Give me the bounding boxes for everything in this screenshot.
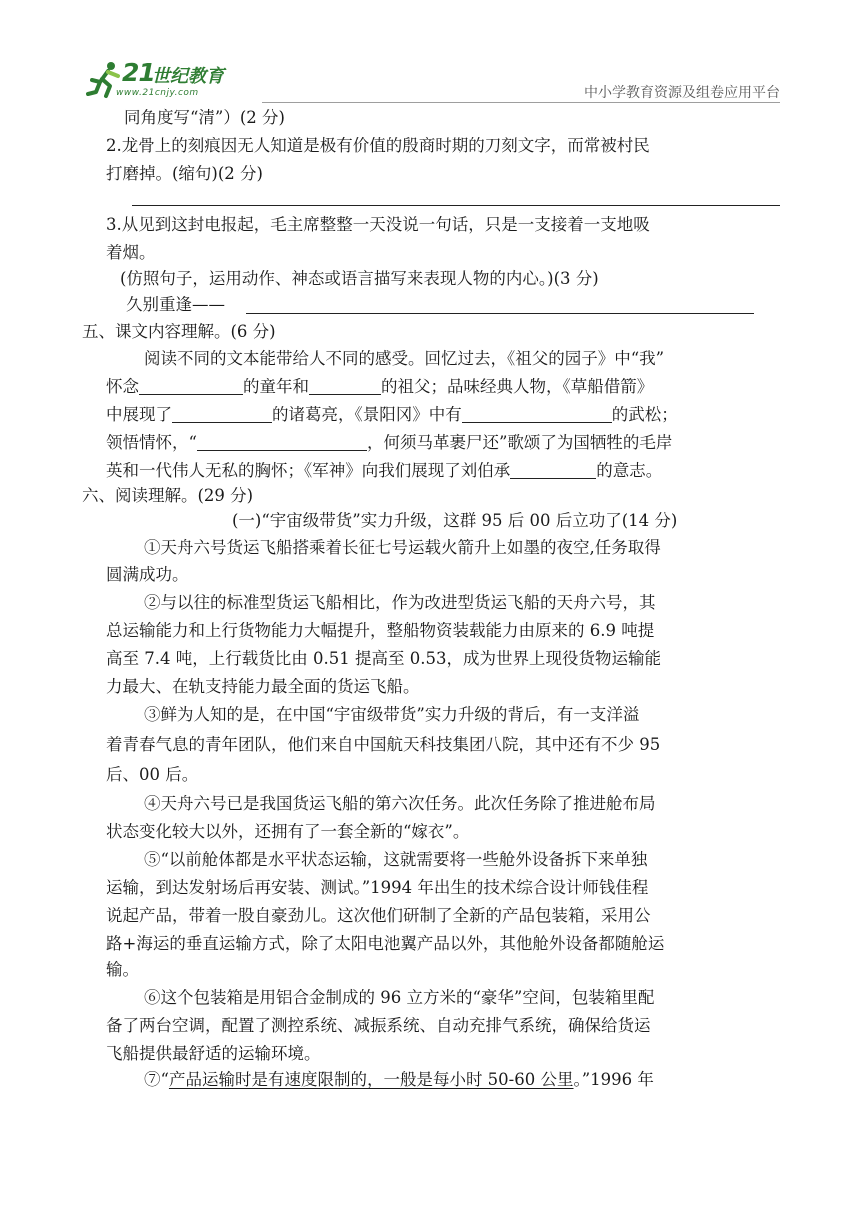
paragraph-3: ③鲜为人知的是，在中国“宇宙级带货”实力升级的背后，有一支洋溢 xyxy=(144,705,640,724)
paragraph-2: ②与以往的标准型货运飞船相比，作为改进型货运飞船的天舟六号，其 xyxy=(144,593,656,612)
q4-item3-prompt: 久别重逢—— xyxy=(126,295,225,314)
paragraph-5-cont: 说起产品，带着一股自豪劲儿。这次他们研制了全新的产品包装箱，采用公 xyxy=(106,906,651,925)
sec5-line-2: 怀念 的童年和 的祖父；品味经典人物，《草船借箭》 xyxy=(106,377,654,396)
blank-2[interactable] xyxy=(309,376,381,395)
blank-4[interactable] xyxy=(462,404,612,423)
paragraph-7: ⑦“产品运输时是有速度限制的，一般是每小时 50-60 公里。”1996 年 xyxy=(144,1070,654,1089)
blank-3[interactable] xyxy=(172,404,272,423)
logo-url: www.21cnjy.com xyxy=(116,88,199,98)
section-6-title: 六、阅读理解。(29 分) xyxy=(82,486,254,505)
answer-line-3[interactable] xyxy=(246,313,754,314)
sec5-line-4: 领悟情怀，“ ，何须马革裹尸还”歌颂了为国牺牲的毛岸 xyxy=(106,433,673,452)
blank-5[interactable] xyxy=(197,432,367,451)
q4-item3-cont: 着烟。 xyxy=(106,243,156,262)
paragraph-3-cont: 后、00 后。 xyxy=(106,765,199,784)
paragraph-6-cont: 飞船提供最舒适的运输环境。 xyxy=(106,1044,321,1063)
passage-title: (一)“宇宙级带货”实力升级，这群 95 后 00 后立功了(14 分) xyxy=(232,511,678,530)
paragraph-2-cont: 总运输能力和上行货物能力大幅提升，整船物资装载能力由原来的 6.9 吨提 xyxy=(106,621,655,640)
paragraph-5-cont: 路+海运的垂直运输方式，除了太阳电池翼产品以外，其他舱外设备都随舱运 xyxy=(106,934,665,953)
q4-item2-cont: 打磨掉。(缩句)(2 分) xyxy=(106,164,263,183)
paragraph-6: ⑥这个包装箱是用铝合金制成的 96 立方米的“豪华”空间，包装箱里配 xyxy=(144,988,655,1007)
sec5-line-5: 英和一代伟人无私的胸怀；《军神》向我们展现了刘伯承 的意志。 xyxy=(106,461,663,480)
underlined-sentence: 产品运输时是有速度限制的，一般是每小时 50-60 公里 xyxy=(168,1070,574,1089)
header-divider xyxy=(262,102,780,103)
paragraph-1-cont: 圆满成功。 xyxy=(106,565,189,584)
paragraph-1: ①天舟六号货运飞船搭乘着长征七号运载火箭升上如墨的夜空,任务取得 xyxy=(144,538,661,557)
sec5-line-3: 中展现了 的诸葛亮，《景阳冈》中有 的武松； xyxy=(106,405,678,424)
paragraph-5: ⑤“以前舱体都是水平状态运输，这就需要将一些舱外设备拆下来单独 xyxy=(144,850,648,869)
paragraph-4-cont: 状态变化较大以外，还拥有了一套全新的“嫁衣”。 xyxy=(106,822,470,841)
blank-1[interactable] xyxy=(139,376,243,395)
q4-line: 同角度写“清”）(2 分) xyxy=(124,108,285,127)
platform-name: 中小学教育资源及组卷应用平台 xyxy=(584,85,780,101)
answer-line-2[interactable] xyxy=(132,205,780,206)
paragraph-5-cont: 输。 xyxy=(106,960,139,979)
paragraph-3-cont: 着青春气息的青年团队，他们来自中国航天科技集团八院，其中还有不少 95 xyxy=(106,735,661,754)
logo-text: 世纪教育 xyxy=(152,66,224,87)
logo-number: 21 xyxy=(122,58,155,87)
paragraph-2-cont: 高至 7.4 吨，上行载货比由 0.51 提高至 0.53，成为世界上现役货物运输能 xyxy=(106,649,661,668)
paragraph-4: ④天舟六号已是我国货运飞船的第六次任务。此次任务除了推进舱布局 xyxy=(144,794,656,813)
q4-item3: 3.从见到这封电报起，毛主席整整一天没说一句话，只是一支接着一支地吸 xyxy=(106,215,650,234)
q4-item2: 2.龙骨上的刻痕因无人知道是极有价值的殷商时期的刀刻文字，而常被村民 xyxy=(106,136,650,155)
paragraph-5-cont: 运输，到达发射场后再安装、测试。”1994 年出生的技术综合设计师钱佳程 xyxy=(106,878,649,897)
sec5-line-1: 阅读不同的文本能带给人不同的感受。回忆过去，《祖父的园子》中“我” xyxy=(144,349,665,368)
paragraph-2-cont: 力最大、在轨支持能力最全面的货运飞船。 xyxy=(106,677,420,696)
blank-6[interactable] xyxy=(510,460,596,479)
q4-item3-instruction: (仿照句子，运用动作、神态或语言描写来表现人物的内心。)(3 分) xyxy=(120,269,599,288)
section-5-title: 五、课文内容理解。(6 分) xyxy=(82,322,276,341)
paragraph-6-cont: 备了两台空调，配置了测控系统、减振系统、自动充排气系统，确保给货运 xyxy=(106,1016,651,1035)
